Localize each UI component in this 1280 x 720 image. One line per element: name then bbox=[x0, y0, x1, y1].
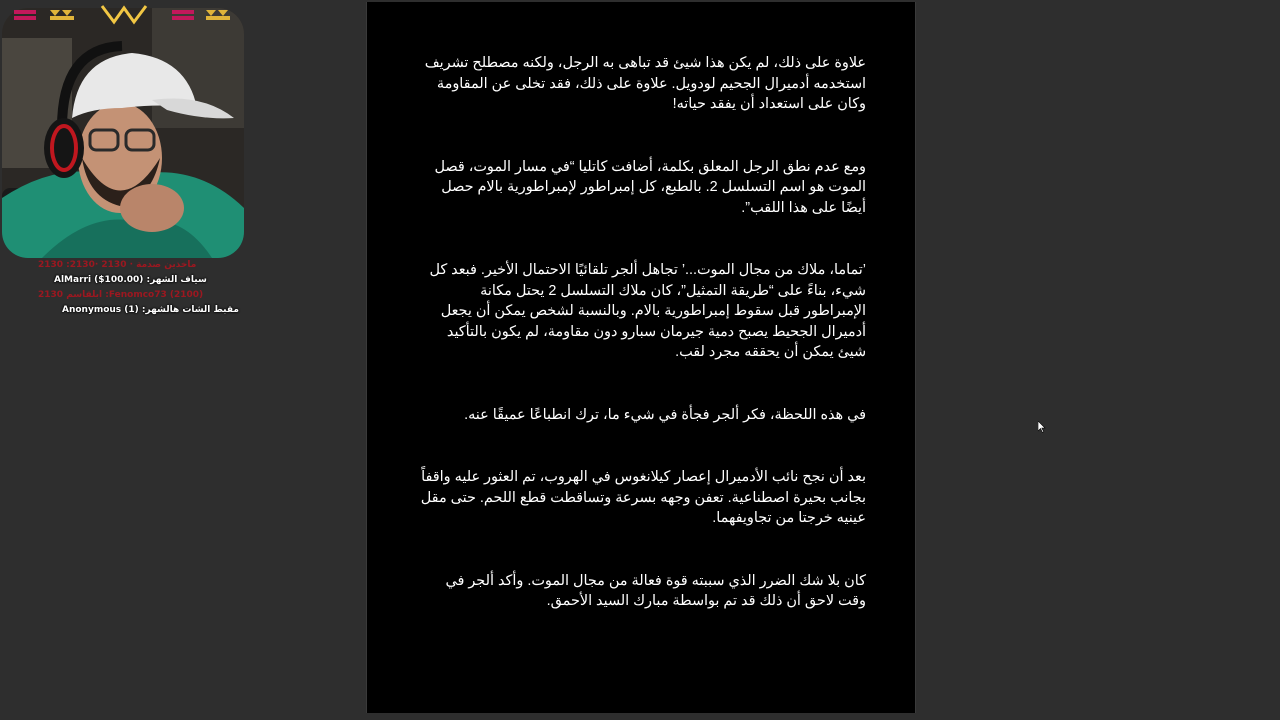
webcam-feed bbox=[2, 8, 244, 258]
donation-line-top-donor: AlMarri ($100.00) :سياف الشهر bbox=[54, 275, 207, 285]
streamer-image bbox=[2, 8, 244, 258]
document-body bbox=[419, 53, 866, 612]
mouse-cursor-icon bbox=[1038, 421, 1046, 433]
donation-line-faded: 2130 :ماخذين صدمة · 2130 ·2130 bbox=[38, 260, 197, 270]
paragraph: بعد أن نجح نائب الأدميرال إعصار كيلانغوس في الهروب، تم العثور عليه واقفاً بجانب بحيرة اصطناعية. تعفن وجهه بسرعة وتساقطت قطع اللحم. حتى مقل عينيه خرجتا من تجاويفهما. bbox=[420, 469, 866, 526]
paragraph: ’تماما، ملاك من مجال الموت...’ تجاهل ألجر تلقائيًا الاحتمال الأخير. فبعد كل شيء، بناءً على “طريقة التمثيل”، كان ملاك التسلسل 2 يحتل مكانة الإمبراطور قبل سقوط إمبراطورية بالام. وبالنسبة لشخص يمكن أن يجعل أدميرال الجحيط يصبح دمية جيرمان سبارو دون مقاومة، لم يكون بالتأكيد شيئ يمكن أن يحققه مجرد لقب. bbox=[429, 262, 866, 360]
document-page[interactable] bbox=[366, 2, 916, 713]
donation-line-top-chatter: Anonymous (1) :مقبط الشات هالشهر bbox=[62, 305, 239, 315]
paragraph: كان بلا شك الضرر الذي سببته قوة فعالة من مجال الموت. وأكد ألجر في وقت لاحق أن ذلك قد تم بواسطة مبارك السيد الأحمق. bbox=[445, 572, 866, 609]
paragraph: علاوة على ذلك، لم يكن هذا شيئ قد تباهى به الرجل، ولكنه مصطلح تشريف استخدمه أدميرال الجحيم لودويل. علاوة على ذلك، فقد تخلى عن المقاومة وكان على استعداد أن يفقد حياته! bbox=[424, 55, 866, 112]
crown-banner bbox=[10, 2, 242, 26]
paragraph: في هذه اللحظة، فكر ألجر فجأة في شيء ما، ترك انطباعًا عميقًا عنه. bbox=[464, 406, 866, 423]
paragraph: ومع عدم نطق الرجل المعلق بكلمة، أضافت كاتليا “في مسار الموت، قصل الموت هو اسم التسلسل 2. بالطبع، كل إمبراطور لإمبراطورية بالام حصل أيضًا على هذا اللقب”. bbox=[434, 158, 866, 216]
webcam-overlay bbox=[0, 0, 245, 262]
donation-line-faded: ابلقاسم 2130 :Fenomco73 (2100) bbox=[38, 290, 204, 300]
donation-ticker bbox=[30, 258, 239, 318]
